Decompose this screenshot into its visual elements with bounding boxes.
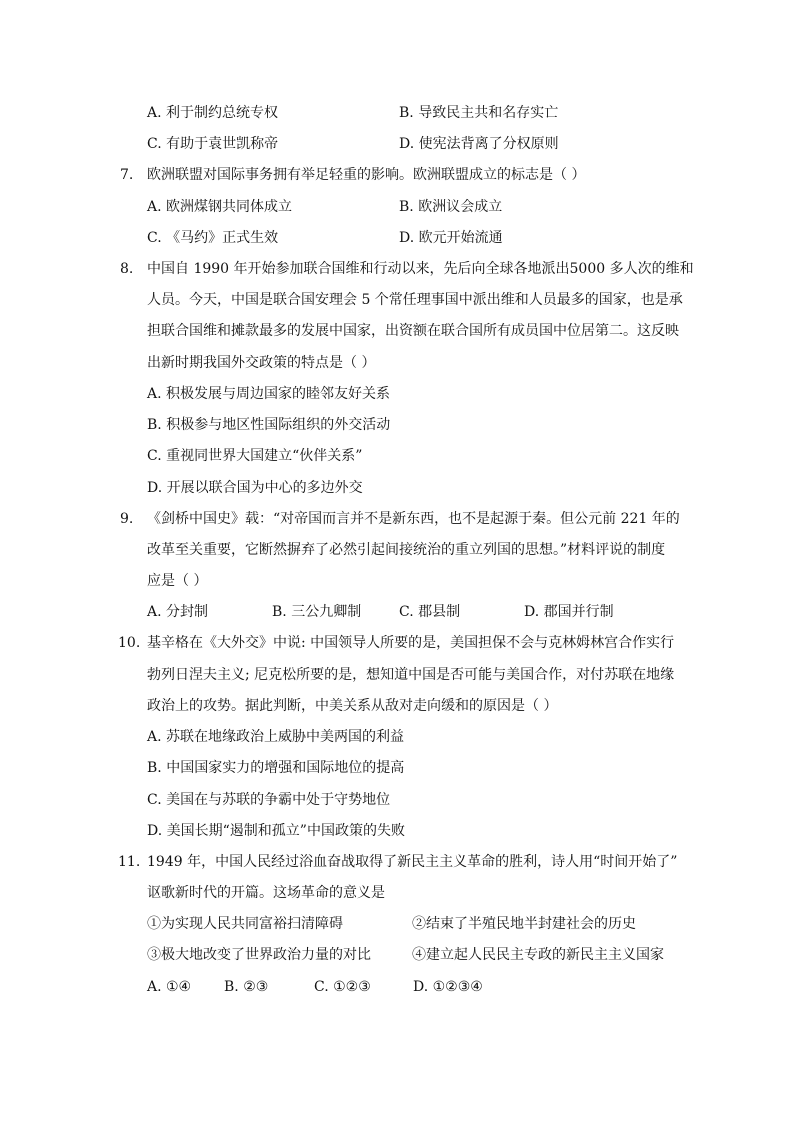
q8-stem-line1: 中国自 1990 年开始参加联合国维和行动以来，先后向全球各地派出5000 多人次的维和 (147, 261, 694, 277)
q8-option-d: D. 开展以联合国为中心的多边外交 (147, 480, 363, 496)
q11-stem-line2: 讴歌新时代的开篇。这场革命的意义是 (147, 885, 385, 901)
q11-number: 11. (118, 854, 141, 870)
q9-stem-line3: 应是（ ） (147, 573, 208, 589)
q8-option-b: B. 积极参与地区性国际组织的外交活动 (147, 417, 391, 433)
q11-statement-3: ③极大地改变了世界政治力量的对比 (147, 947, 371, 963)
q9-option-d: D. 郡国并行制 (524, 604, 614, 620)
q11-option-c: C. ①②③ (314, 979, 371, 995)
q11-option-d: D. ①②③④ (413, 979, 483, 995)
q10-stem-line3: 政治上的攻势。据此判断，中美关系从敌对走向缓和的原因是（ ） (147, 698, 558, 714)
q11-option-a: A. ①④ (147, 979, 192, 995)
q9-stem-line1: 《剑桥中国史》载：“对帝国而言并不是新东西，也不是起源于秦。但公元前 221 年的 (147, 511, 680, 527)
q8-stem-line3: 担联合国维和摊款最多的发展中国家，出资额在联合国所有成员国中位居第二。这反映 (147, 323, 679, 339)
q8-stem-line4: 出新时期我国外交政策的特点是（ ） (147, 355, 376, 371)
q7-option-a: A. 欧洲煤钢共同体成立 (147, 199, 293, 215)
q10-number: 10. (118, 635, 141, 651)
q8-option-a: A. 积极发展与周边国家的睦邻友好关系 (147, 386, 391, 402)
q10-option-d: D. 美国长期“遏制和孤立”中国政策的失败 (147, 823, 405, 839)
q8-number: 8. (120, 261, 134, 277)
q7-option-c: C. 《马约》正式生效 (147, 230, 279, 246)
q7-option-b: B. 欧洲议会成立 (399, 199, 503, 215)
q6-option-c: C. 有助于袁世凯称帝 (147, 136, 279, 152)
q7-option-d: D. 欧元开始流通 (399, 230, 503, 246)
q7-stem: 欧洲联盟对国际事务拥有举足轻重的影响。欧洲联盟成立的标志是（ ） (147, 167, 586, 183)
q7-number: 7. (120, 167, 134, 183)
q9-number: 9. (120, 511, 134, 527)
q11-option-b: B. ②③ (224, 979, 269, 995)
q11-statement-1: ①为实现人民共同富裕扫清障碍 (147, 916, 343, 932)
q6-option-d: D. 使宪法背离了分权原则 (399, 136, 559, 152)
q10-option-c: C. 美国在与苏联的争霸中处于守势地位 (147, 792, 391, 808)
q11-statement-4: ④建立起人民民主专政的新民主主义国家 (412, 947, 664, 963)
q6-option-a: A. 利于制约总统专权 (147, 105, 279, 121)
q10-option-b: B. 中国国家实力的增强和国际地位的提高 (147, 760, 405, 776)
q8-stem-line2: 人员。今天，中国是联合国安理会 5 个常任理事国中派出维和人员最多的国家，也是承 (147, 292, 683, 308)
q9-option-a: A. 分封制 (147, 604, 209, 620)
q11-stem-line1: 1949 年，中国人民经过浴血奋战取得了新民主主义革命的胜利，诗人用“时间开始了” (147, 854, 678, 870)
q9-option-c: C. 郡县制 (399, 604, 461, 620)
q9-stem-line2: 改革至关重要，它断然摒弃了必然引起间接统治的重立列国的思想。”材料评说的制度 (147, 542, 666, 558)
q11-statement-2: ②结束了半殖民地半封建社会的历史 (412, 916, 636, 932)
q10-stem-line1: 基辛格在《大外交》中说: 中国领导人所要的是，美国担保不会与克林姆林宫合作实行 (147, 635, 675, 651)
q10-option-a: A. 苏联在地缘政治上威胁中美两国的利益 (147, 729, 405, 745)
q8-option-c: C. 重视同世界大国建立“伙伴关系” (147, 448, 363, 464)
q10-stem-line2: 勃列日涅夫主义; 尼克松所要的是，想知道中国是否可能与美国合作，对付苏联在地缘 (147, 667, 675, 683)
q6-option-b: B. 导致民主共和名存实亡 (399, 105, 559, 121)
q9-option-b: B. 三公九卿制 (272, 604, 362, 620)
